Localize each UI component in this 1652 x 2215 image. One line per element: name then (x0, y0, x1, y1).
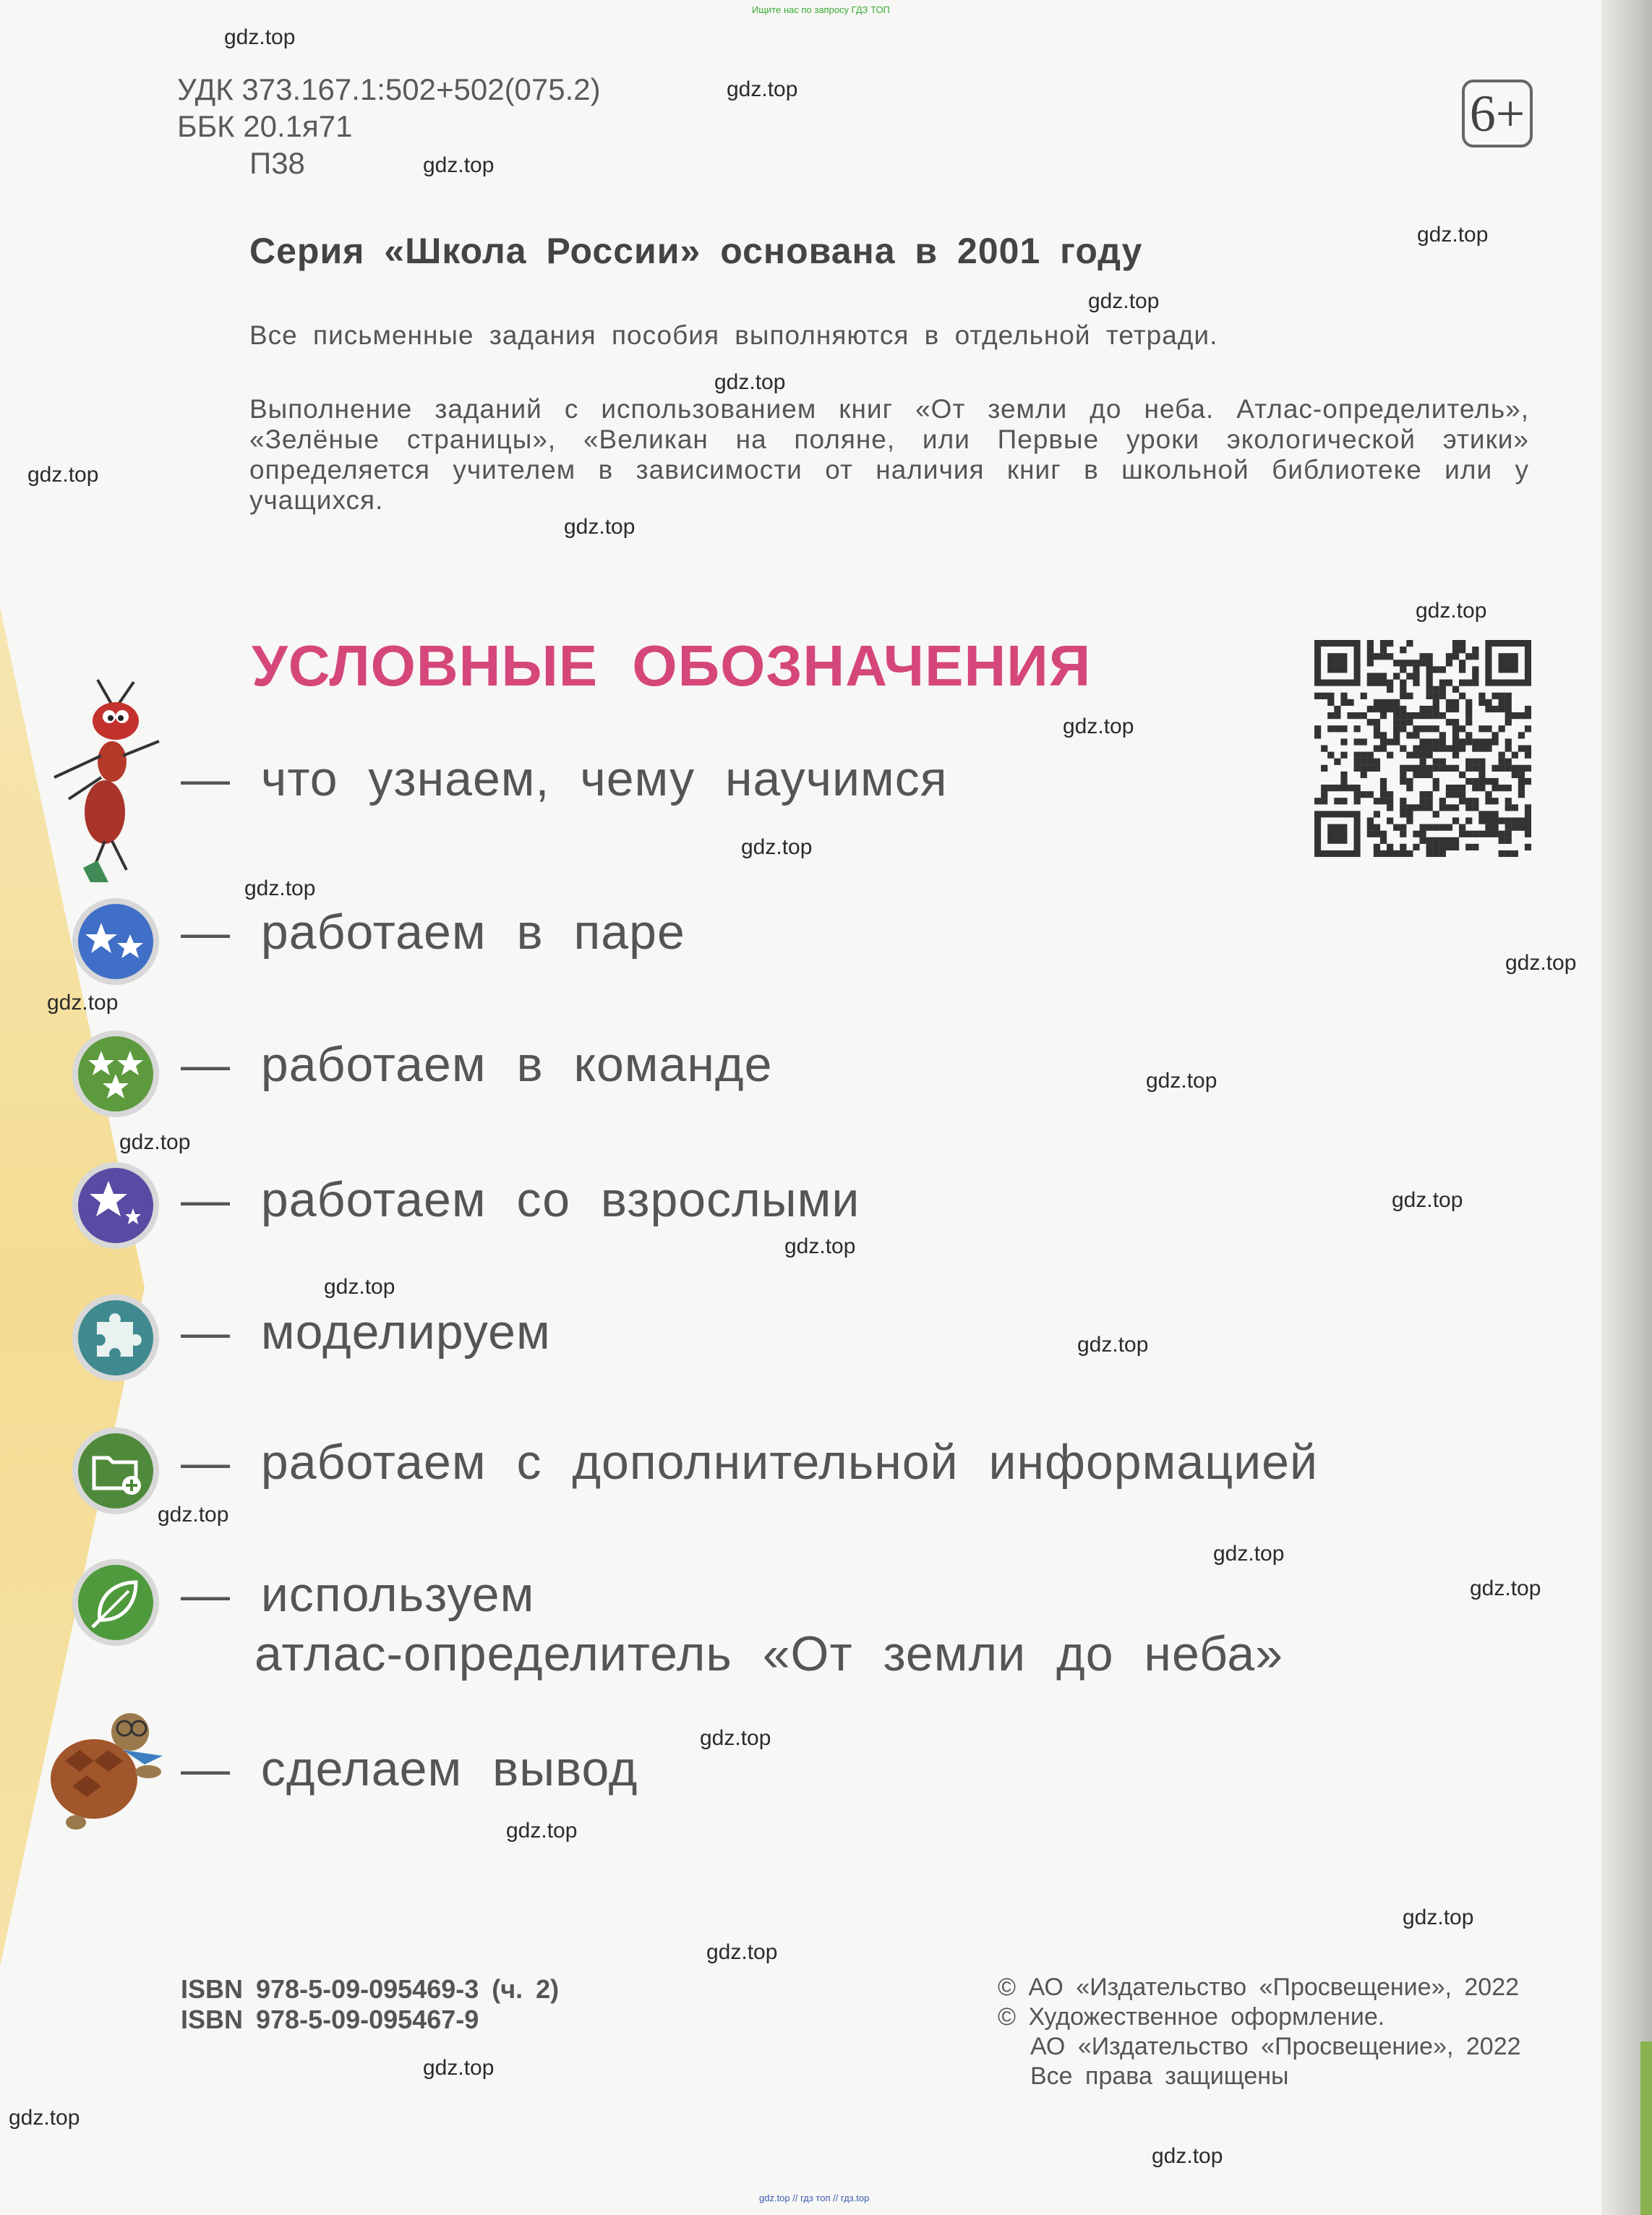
legend-item-team: — работаем в команде (181, 1037, 773, 1092)
watermark: gdz.top (706, 1940, 778, 1964)
watermark: gdz.top (714, 370, 786, 394)
watermark: gdz.top (423, 2056, 495, 2080)
legend-title: УСЛОВНЫЕ ОБОЗНАЧЕНИЯ (252, 633, 1092, 698)
watermark: gdz.top (224, 25, 296, 49)
top-ad-text[interactable]: Ищите нас по запросу ГДЗ ТОП (752, 4, 890, 15)
watermark: gdz.top (727, 77, 798, 101)
watermark: gdz.top (1146, 1069, 1217, 1093)
author-code: П38 (249, 146, 305, 180)
watermark: gdz.top (784, 1234, 856, 1258)
legend-item-modeling: — моделируем (181, 1305, 551, 1360)
isbn-set: ISBN 978-5-09-095467-9 (181, 2005, 479, 2034)
isbn-block (181, 1974, 559, 2035)
page-edge (1601, 0, 1652, 2215)
stars-adult-icon (71, 1161, 161, 1250)
watermark: gdz.top (423, 153, 495, 177)
watermark: gdz.top (9, 2106, 80, 2130)
watermark: gdz.top (700, 1726, 771, 1750)
bibliographic-codes (177, 71, 601, 182)
copyright-line-3: АО «Издательство «Просвещение», 2022 (1030, 2033, 1521, 2060)
copyright-line-1: © АО «Издательство «Просвещение», 2022 (998, 1973, 1520, 2001)
watermark: gdz.top (1470, 1576, 1541, 1600)
watermark: gdz.top (1213, 1542, 1285, 1566)
legend-item-extra-info: — работаем с дополнительной информацией (181, 1435, 1318, 1490)
watermark: gdz.top (1088, 289, 1160, 313)
watermark: gdz.top (564, 515, 635, 539)
legend-item-learn: — что узнаем, чему научимся (181, 751, 948, 806)
legend-item-adults: — работаем со взрослыми (181, 1172, 860, 1227)
watermark: gdz.top (1392, 1188, 1463, 1212)
watermark: gdz.top (1417, 223, 1489, 247)
copyright-line-4: Все права защищены (1030, 2062, 1289, 2090)
bbk-code: ББК 20.1я71 (177, 109, 353, 143)
watermark: gdz.top (1416, 599, 1487, 623)
watermark: gdz.top (1077, 1333, 1149, 1357)
watermark: gdz.top (158, 1503, 229, 1527)
legend-item-conclusion: — сделаем вывод (181, 1741, 638, 1796)
age-rating-badge: 6+ (1462, 80, 1533, 148)
watermark: gdz.top (244, 876, 316, 900)
note-books: Выполнение заданий с использованием книг «От земли до неба. Атлас-определитель», «Зелёные страницы», «Великан на поляне, или Первые уроки экологической этики» определяется учителем в зависимости от наличия книг в школьной библиотеке или у учащихся. (249, 394, 1529, 515)
watermark: gdz.top (506, 1819, 578, 1843)
ant-icon (40, 676, 170, 886)
isbn-part2: ISBN 978-5-09-095469-3 (ч. 2) (181, 1974, 560, 2004)
copyright-line-2: © Художественное оформление. (998, 2003, 1385, 2031)
leaf-icon (71, 1558, 161, 1647)
legend-item-pair: — работаем в паре (181, 905, 685, 960)
folder-plus-icon (71, 1426, 161, 1516)
watermark: gdz.top (741, 835, 813, 859)
watermark: gdz.top (119, 1130, 191, 1154)
watermark: gdz.top (1152, 2144, 1223, 2168)
watermark: gdz.top (47, 991, 119, 1015)
watermark: gdz.top (1403, 1905, 1474, 1929)
turtle-icon (36, 1692, 181, 1837)
legend-item-atlas-line2: атлас-определитель «От земли до неба» (254, 1626, 1284, 1681)
series-line: Серия «Школа России» основана в 2001 году (249, 231, 1143, 271)
udk-code: УДК 373.167.1:502+502(075.2) (177, 72, 601, 106)
puzzle-icon (71, 1293, 161, 1383)
legend-item-atlas: — используем (181, 1567, 535, 1622)
three-stars-icon (71, 1029, 161, 1119)
watermark: gdz.top (27, 463, 99, 487)
watermark: gdz.top (1505, 951, 1577, 975)
two-stars-icon (71, 897, 161, 986)
bottom-ad-text[interactable]: gdz.top // гдз топ // гдз.top (759, 2193, 870, 2203)
copyright-block (998, 1973, 1521, 2091)
watermark: gdz.top (1063, 714, 1134, 738)
qr-code[interactable] (1314, 640, 1531, 857)
note-written-tasks: Все письменные задания пособия выполняются в отдельной тетради. (249, 320, 1218, 350)
watermark: gdz.top (324, 1275, 395, 1299)
